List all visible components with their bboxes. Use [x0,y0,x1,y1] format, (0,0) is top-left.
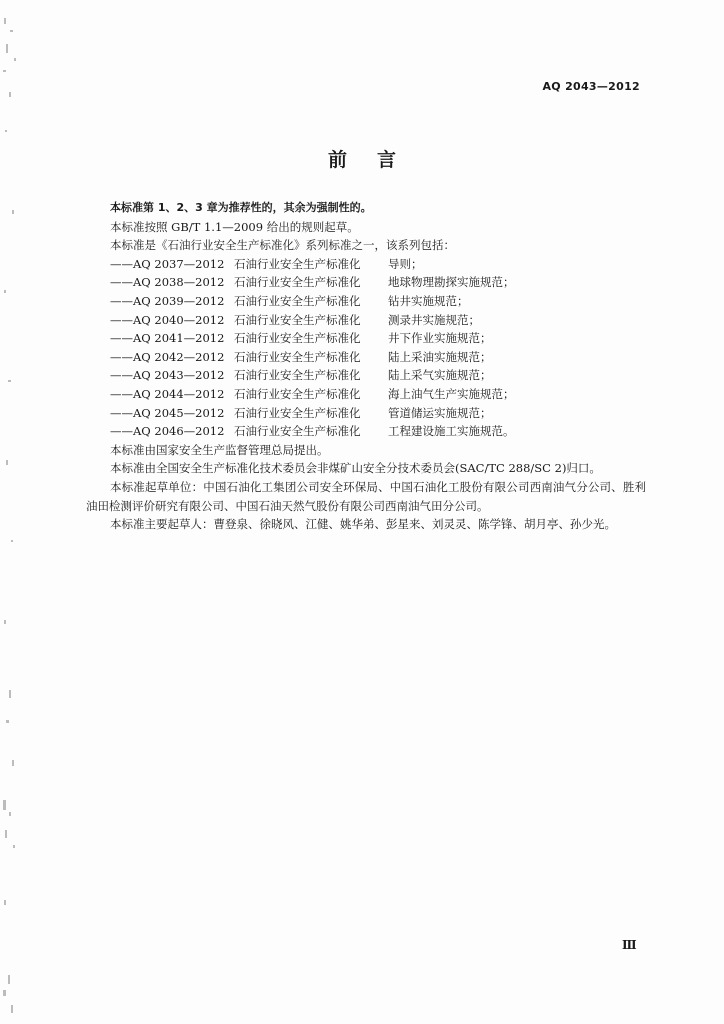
page-title: 前言 [327,149,426,171]
list-item [86,292,646,311]
paragraph-mandatory-clauses: 本标准第 1、2、3 章为推荐性的，其余为强制性的。 [110,201,372,214]
list-item [86,329,646,348]
paragraph-drafters: 本标准主要起草人：曹登泉、徐晓风、江健、姚华弟、彭星来、刘灵灵、陈学锋、胡月亭、孙少光。 [110,517,616,532]
series-standard: 石油行业安全生产标准化 [234,275,361,290]
document-code: AQ 2043—2012 [542,80,640,93]
series-code: ——AQ 2044—2012 [110,386,225,401]
series-part: 工程建设施工实施规范。 [388,424,515,439]
series-part: 钻井实施规范； [388,293,469,308]
series-code: ——AQ 2041—2012 [110,331,225,346]
paragraph-centralized-by: 本标准由全国安全生产标准化技术委员会非煤矿山安全分技术委员会(SAC/TC 288/SC 2)归口。 [110,461,601,476]
series-standard: 石油行业安全生产标准化 [234,424,361,439]
list-item [86,385,646,404]
series-standard: 石油行业安全生产标准化 [234,293,361,308]
series-code: ——AQ 2039—2012 [110,293,225,308]
series-standard: 石油行业安全生产标准化 [234,349,361,364]
series-code: ——AQ 2045—2012 [110,405,225,420]
series-standard: 石油行业安全生产标准化 [234,312,361,327]
series-part: 管道储运实施规范； [388,405,492,420]
series-part: 陆上采气实施规范； [388,368,492,383]
series-part: 陆上采油实施规范； [388,349,492,364]
list-item [86,366,646,385]
paragraph-series-intro: 本标准是《石油行业安全生产标准化》系列标准之一，该系列包括： [110,238,455,253]
list-item [86,348,646,367]
series-standard: 石油行业安全生产标准化 [234,256,361,271]
paragraph-drafting-units: 本标准起草单位：中国石油化工集团公司安全环保局、中国石油化工股份有限公司西南油气分公司、胜利油田检测评价研究有限公司、中国石油天然气股份有限公司西南油气田分公司。 [86,479,646,513]
series-standard: 石油行业安全生产标准化 [234,331,361,346]
list-item [86,273,646,292]
series-part: 海上油气生产实施规范； [388,386,515,401]
list-item [86,311,646,330]
page-number: Ⅲ [622,938,637,952]
series-code: ——AQ 2043—2012 [110,368,225,383]
series-code: ——AQ 2046—2012 [110,424,225,439]
list-item [86,255,646,274]
paragraph-drafting-rules: 本标准按照 GB/T 1.1—2009 给出的规则起草。 [110,219,359,234]
series-part: 地球物理勘探实施规范； [388,275,515,290]
series-code: ——AQ 2037—2012 [110,256,225,271]
series-standard: 石油行业安全生产标准化 [234,368,361,383]
series-part: 导则； [388,256,423,271]
series-code: ——AQ 2040—2012 [110,312,225,327]
list-item [86,404,646,423]
foreword-body [86,199,646,534]
series-code: ——AQ 2042—2012 [110,349,225,364]
series-part: 测录井实施规范； [388,312,480,327]
list-item [86,422,646,441]
paragraph-proposed-by: 本标准由国家安全生产监督管理总局提出。 [110,442,329,457]
series-part: 井下作业实施规范； [388,331,492,346]
series-standard: 石油行业安全生产标准化 [234,386,361,401]
series-standard: 石油行业安全生产标准化 [234,405,361,420]
series-code: ——AQ 2038—2012 [110,275,225,290]
